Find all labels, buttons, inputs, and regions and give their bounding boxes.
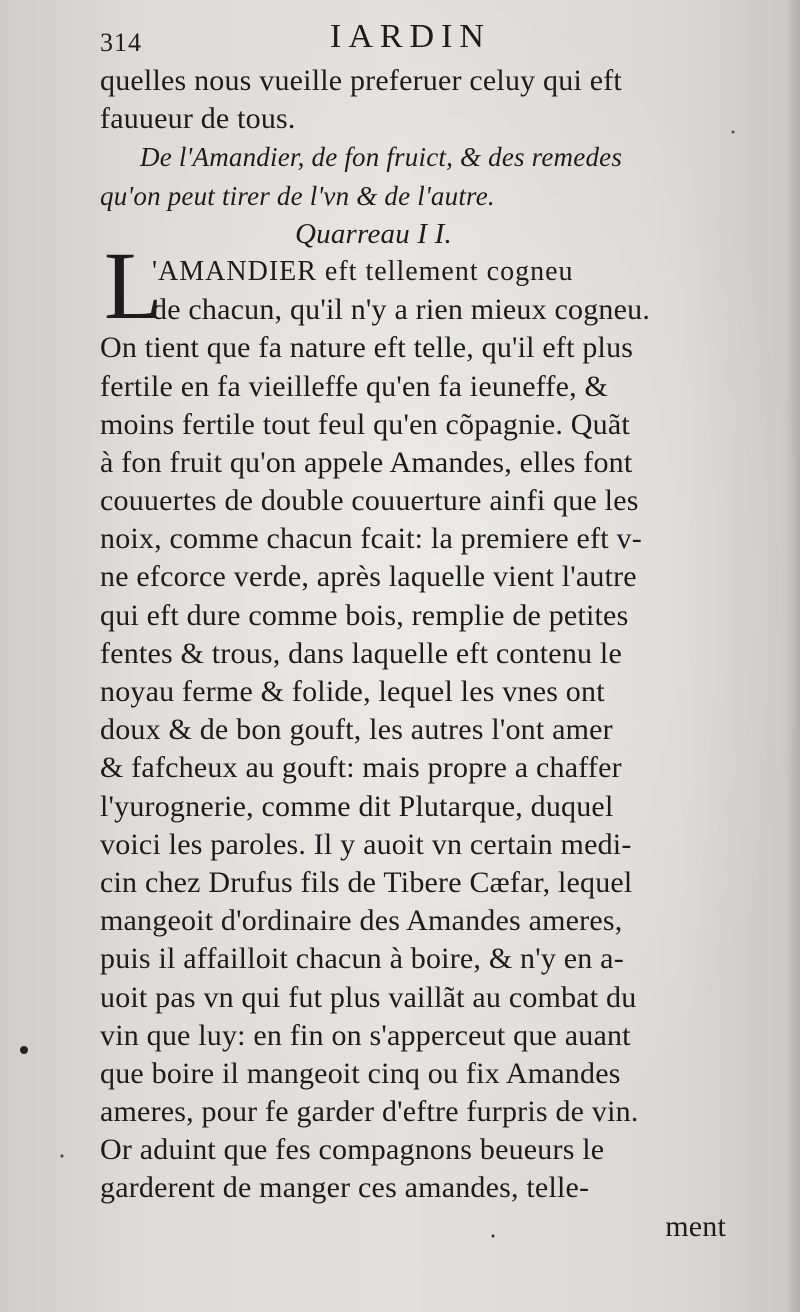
text-line: à fon fruit qu'on appele Amandes, elles font	[100, 445, 633, 479]
ink-speck	[20, 1046, 28, 1054]
text-line: ameres, pour fe garder d'eftre furpris de vin.	[100, 1095, 639, 1129]
ink-speck	[492, 1235, 495, 1238]
ink-speck	[61, 1155, 64, 1158]
text-line: & fafcheux au gouft: mais propre a chaffer	[100, 751, 622, 785]
section-heading-line: qu'on peut tirer de l'vn & de l'autre.	[100, 180, 495, 211]
text-line: noix, comme chacun fcait: la premiere eft v-	[100, 522, 642, 556]
text-line: puis il affailloit chacun à boire, & n'y en a-	[100, 942, 624, 976]
text-line: ne efcorce verde, après laquelle vient l'autre	[100, 560, 637, 594]
section-heading-line: De l'Amandier, de fon fruict, & des remedes	[140, 142, 623, 173]
text-line-opening: 'AMANDIER eft tellement cogneu	[152, 255, 574, 287]
text-line: de chacun, qu'il n'y a rien mieux cogneu.	[152, 293, 651, 327]
text-line: uoit pas vn qui fut plus vaillãt au combat du	[100, 980, 637, 1014]
text-line: garderent de manger ces amandes, telle-	[100, 1171, 590, 1205]
text-line: cin chez Drufus fils de Tibere Cæfar, lequel	[100, 865, 633, 899]
text-line: qui eft dure comme bois, remplie de petites	[100, 598, 629, 632]
text-line: l'yurognerie, comme dit Plutarque, duquel	[100, 789, 614, 823]
text-line: voici les paroles. Il y auoit vn certain medi-	[100, 827, 632, 861]
page-number: 314	[100, 28, 142, 57]
text-line: mangeoit d'ordinaire des Amandes ameres,	[100, 904, 623, 938]
text-line: Or aduint que fes compagnons beueurs le	[100, 1133, 605, 1167]
text-line: fertile en fa vieilleffe qu'en fa ieuneffe, &	[100, 369, 609, 403]
drop-cap: L	[104, 232, 163, 339]
text-line: doux & de bon gouft, les autres l'ont amer	[100, 713, 613, 747]
catchword: ment	[665, 1209, 726, 1243]
text-line: moins fertile tout feul qu'en cõpagnie. Quãt	[100, 407, 630, 441]
text-line: noyau ferme & folide, lequel les vnes ont	[100, 675, 605, 708]
ink-speck	[732, 131, 735, 134]
text-line: que boire il mangeoit cinq ou fix Amandes	[100, 1056, 621, 1090]
text-line: fentes & trous, dans laquelle eft contenu le	[100, 636, 622, 670]
text-line: quelles nous vueille preferuer celuy qui eft	[100, 64, 622, 97]
text-line: couuertes de double couuerture ainfi que les	[100, 484, 639, 518]
running-title: IARDIN	[330, 18, 491, 55]
text-line: On tient que fa nature eft telle, qu'il eft plus	[100, 331, 634, 365]
text-line: vin que luy: en fin on s'apperceut que auant	[100, 1018, 631, 1052]
text-line: fauueur de tous.	[100, 102, 296, 136]
section-subheading: Quarreau I I.	[295, 217, 452, 250]
